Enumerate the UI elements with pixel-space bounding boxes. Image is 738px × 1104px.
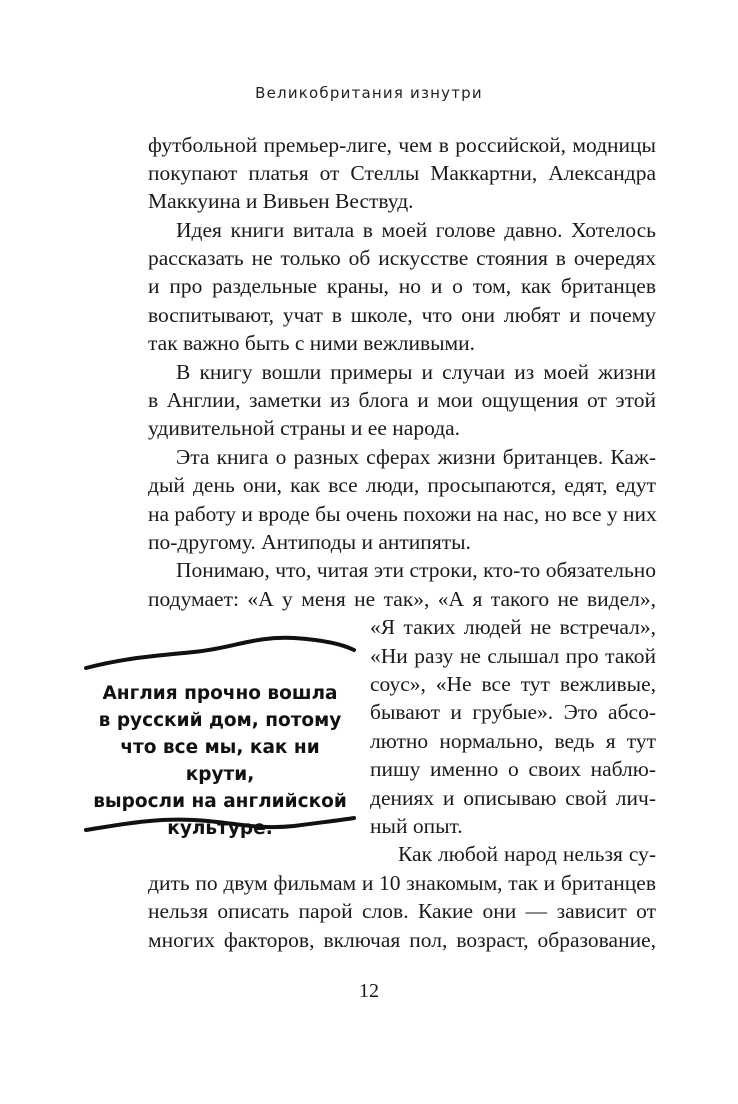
text-line: «Ни разу не слышал про такой xyxy=(370,644,656,668)
text-line: лютно нормально, ведь я тут xyxy=(370,729,656,753)
text-line: пишу именно о своих наблю- xyxy=(370,757,656,781)
text-line: воспитывают, учат в школе, что они любят и почему xyxy=(148,303,656,327)
text-line: В книгу вошли примеры и случаи из моей жизни xyxy=(176,360,656,384)
text-line: так важно быть с ними вежливыми. xyxy=(148,331,476,355)
pull-quote xyxy=(84,632,356,838)
text-line: нельзя описать парой слов. Какие они — зависит от xyxy=(148,899,656,923)
text-line: Маккуина и Вивьен Вествуд. xyxy=(148,189,414,213)
text-line: многих факторов, включая пол, возраст, образование, xyxy=(148,928,656,952)
text-line: на работу и вроде бы очень похожи на нас, но все у них xyxy=(148,502,657,526)
text-line: ный опыт. xyxy=(370,814,463,838)
text-line: покупают платья от Стеллы Маккартни, Александра xyxy=(148,161,656,185)
text-line: бывают и грубые». Это абсо- xyxy=(370,700,656,724)
text-line: Эта книга о разных сферах жизни британцев. Каж- xyxy=(176,445,656,469)
text-line: подумает: «А у меня не так», «А я такого не видел», xyxy=(148,587,656,611)
text-line: в Англии, заметки из блога и мои ощущения от этой xyxy=(148,388,656,412)
text-line: и про раздельные краны, но и о том, как британцев xyxy=(148,274,656,298)
pull-quote-text: Англия прочно вошла в русский дом, потому что все мы, как ни крути, выросли на английской культуре. xyxy=(93,683,347,839)
running-head: Великобритания изнутри xyxy=(255,84,483,102)
wavy-line-bottom-icon xyxy=(84,808,356,838)
text-line: Понимаю, что, читая эти строки, кто-то обязательно xyxy=(176,558,656,582)
text-line: соус», «Не все тут вежливые, xyxy=(370,672,656,696)
text-line: дый день они, как все люди, просыпаются, едят, едут xyxy=(148,473,656,497)
text-line: «Я таких людей не встречал», xyxy=(370,615,656,639)
text-line: дить по двум фильмам и 10 знакомым, так и британцев xyxy=(148,871,656,895)
text-line: дениях и описываю свой лич- xyxy=(370,786,656,810)
text-line: футбольной премьер-лиге, чем в российской, модницы xyxy=(148,133,656,157)
text-line: Как любой народ нельзя су- xyxy=(398,842,656,866)
wavy-line-top-icon xyxy=(84,632,356,672)
text-line: по-другому. Антиподы и антипяты. xyxy=(148,530,471,554)
text-line: удивительной страны и ее народа. xyxy=(148,416,461,440)
text-line: Идея книги витала в моей голове давно. Хотелось xyxy=(176,218,656,242)
text-line: рассказать не только об искусстве стояния в очередях xyxy=(148,246,656,270)
page-number: 12 xyxy=(359,980,379,1002)
